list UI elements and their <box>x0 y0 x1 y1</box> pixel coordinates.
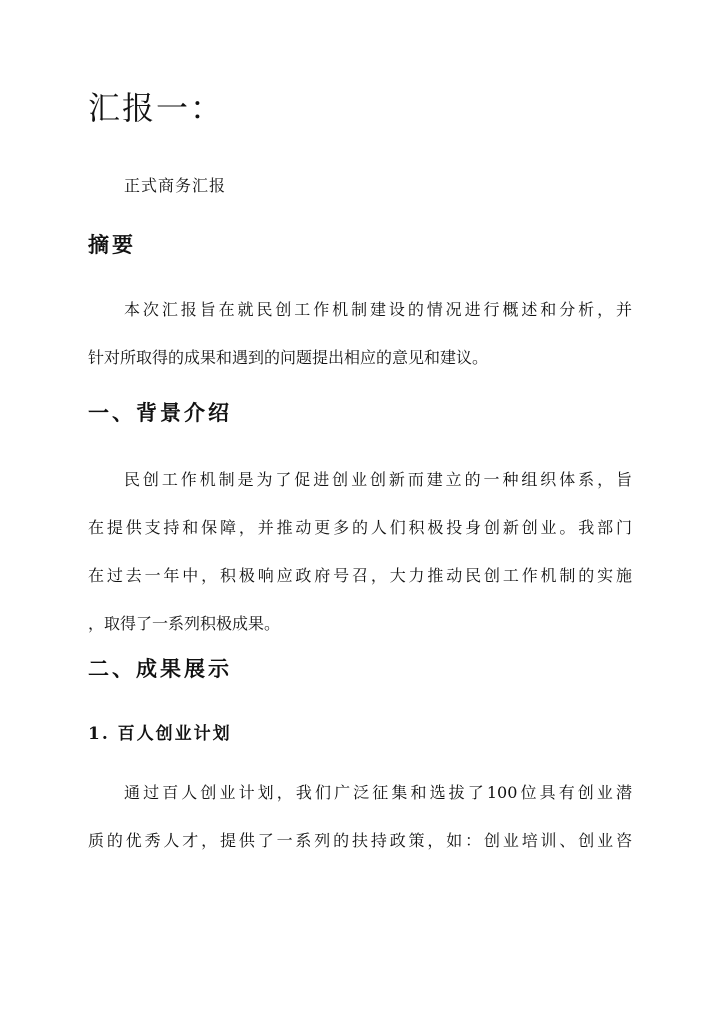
document-title: 汇报一： <box>88 89 225 127</box>
section-heading-abstract: 摘要 <box>88 232 136 257</box>
section-heading-results: 二、成果展示 <box>88 656 232 681</box>
paragraph-line: 通过百人创业计划，我们广泛征集和选拔了100位具有创业潜 <box>124 783 632 802</box>
paragraph-line: 针对所取得的成果和遇到的问题提出相应的意见和建议。 <box>88 348 489 367</box>
paragraph-line: 民创工作机制是为了促进创业创新而建立的一种组织体系，旨 <box>124 470 632 489</box>
document-subtitle: 正式商务汇报 <box>124 176 227 195</box>
section-paragraph-results <box>88 781 632 877</box>
section-paragraph-background <box>88 468 632 660</box>
paragraph-line: 在提供支持和保障，并推动更多的人们积极投身创新创业。我部门 <box>88 518 632 537</box>
paragraph-line: 质的优秀人才，提供了一系列的扶持政策，如：创业培训、创业咨 <box>88 831 632 850</box>
section-heading-background: 一、背景介绍 <box>88 400 232 425</box>
section-paragraph-abstract <box>88 298 632 394</box>
paragraph-line: 本次汇报旨在就民创工作机制建设的情况进行概述和分析，并 <box>124 300 632 319</box>
subsection-heading-hundred-startup-plan: 1. 百人创业计划 <box>88 724 232 744</box>
paragraph-line: ，取得了一系列积极成果。 <box>88 614 281 633</box>
paragraph-line: 在过去一年中，积极响应政府号召，大力推动民创工作机制的实施 <box>88 566 632 585</box>
